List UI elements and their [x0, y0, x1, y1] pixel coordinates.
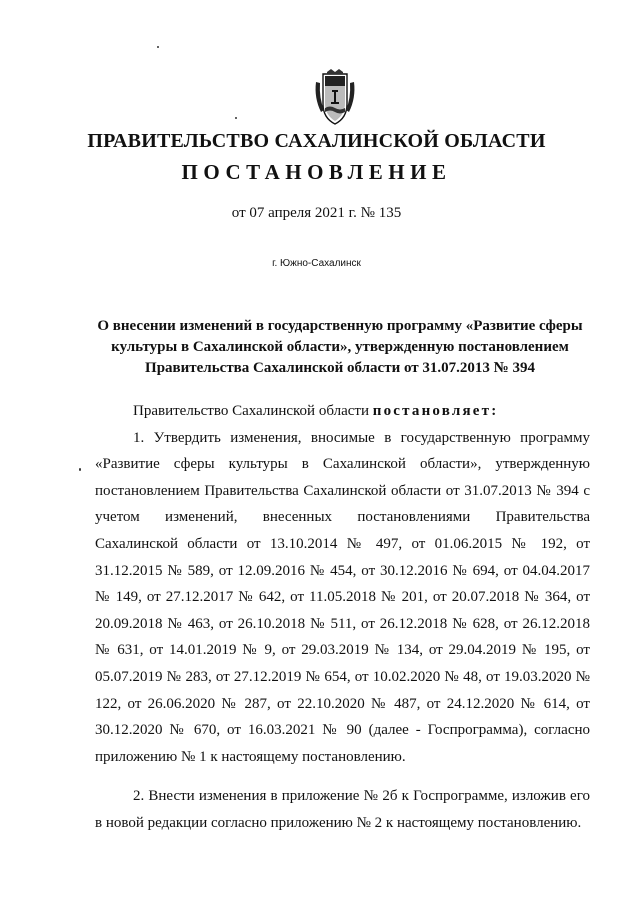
preamble-verb: постановляет: [372, 403, 499, 419]
coat-of-arms-icon [313, 68, 357, 126]
paragraph-item-2: 2. Внести изменения в приложение № 2б к Госпрограмме, изложив его в новой редакции согласно приложению № 2 к настоящему постановлению. [95, 788, 590, 831]
document-subject [90, 316, 590, 379]
paragraph-item-1: 1. Утвердить изменения, вносимые в государственную программу «Развитие сферы культуры в Сахалинской области», утвержденную постановлением Правительства Сахалинской области от 31.07.2013 № 394 с учетом изменений, внесенных постановлениями Правительства Сахалинской области от 13.10.2014 № 497, от 01.06.2015 № 192, от 31.12.2015 № 589, от 12.09.2016 № 454, от 30.12.2016 № 694, от 04.04.2017 № 149, от 27.12.2017 № 642, от 11.05.2018 № 201, от 20.07.2018 № 364, от 20.09.2018 № 463, от 26.10.2018 № 511, от 26.12.2018 № 628, от 26.12.2018 № 631, от 14.01.2019 № 9, от 29.03.2019 № 134, от 29.04.2019 № 195, от 05.07.2019 № 283, от 27.12.2019 № 654, от 10.02.2020 № 48, от 19.03.2020 № 122, от 26.06.2020 № 287, от 22.10.2020 № 487, от 24.12.2020 № 614, от 30.12.2020 № 670, от 16.03.2021 № 90 (далее - Госпрограмма), согласно приложению № 1 к настоящему постановлению. [95, 429, 590, 765]
scan-speck [79, 468, 81, 471]
subject-line: Правительства Сахалинской области от 31.07.2013 № 394 [145, 360, 535, 376]
document-date-number: от 07 апреля 2021 г. № 135 [231, 205, 402, 221]
preamble-lead: Правительство Сахалинской области [133, 403, 373, 419]
document-city: г. Южно-Сахалинск [272, 258, 361, 269]
document-type: ПОСТАНОВЛЕНИЕ [181, 160, 452, 184]
government-title: ПРАВИТЕЛЬСТВО САХАЛИНСКОЙ ОБЛАСТИ [87, 130, 546, 152]
document-body [95, 398, 590, 837]
subject-line: культуры в Сахалинской области», утвержденную постановлением [111, 339, 569, 355]
scan-speck [157, 46, 159, 48]
preamble [95, 398, 590, 425]
scan-speck [235, 117, 237, 119]
subject-line: О внесении изменений в государственную программу «Развитие сферы [97, 318, 583, 334]
